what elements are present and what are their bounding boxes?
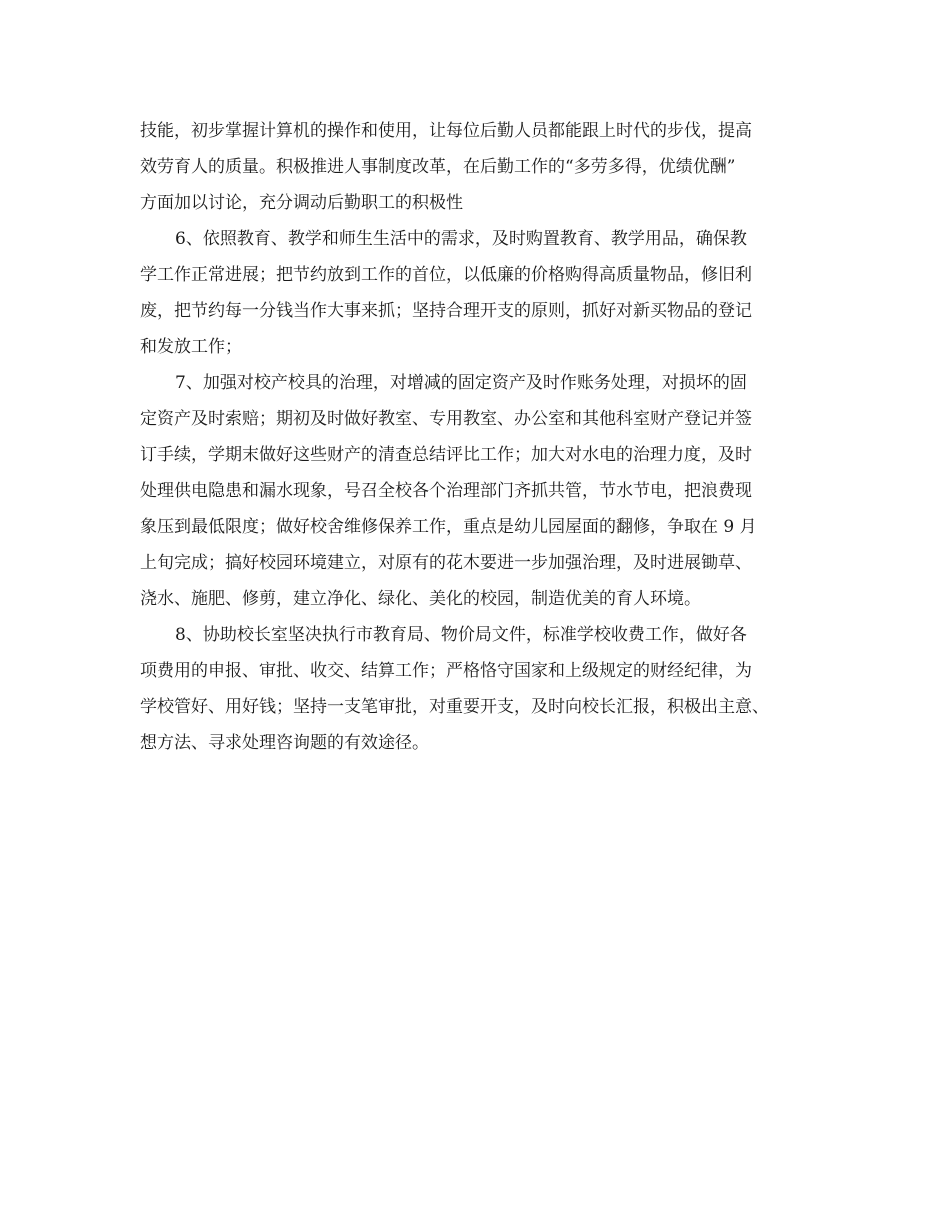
text-line: 效劳育人的质量。积极推进人事制度改革，在后勤工作的“多劳多得，优绩优酬” xyxy=(140,157,736,177)
document-body xyxy=(140,113,830,761)
text-line: 项费用的申报、审批、收交、结算工作；严格恪守国家和上级规定的财经纪律，为 xyxy=(140,661,752,681)
text-line: 废，把节约每一分钱当作大事来抓；坚持合理开支的原则，抓好对新买物品的登记 xyxy=(140,301,752,321)
paragraph-7-start: 7、加强对校产校具的治理，对增减的固定资产及时作账务处理，对损坏的固 xyxy=(175,373,747,393)
paragraph-6-start: 6、依照教育、教学和师生生活中的需求，及时购置教育、教学用品，确保教 xyxy=(175,229,747,249)
text-line: 象压到最低限度；做好校舍维修保养工作，重点是幼儿园屋面的翻修，争取在 9 月 xyxy=(140,517,757,537)
text-line: 方面加以讨论，充分调动后勤职工的积极性 xyxy=(140,193,463,213)
text-line: 想方法、寻求处理咨询题的有效途径。 xyxy=(140,733,429,753)
text-line: 学校管好、用好钱；坚持一支笔审批，对重要开支，及时向校长汇报，积极出主意、 xyxy=(140,697,769,717)
text-line: 上旬完成；搞好校园环境建立，对原有的花木要进一步加强治理，及时进展锄草、 xyxy=(140,553,752,573)
paragraph-8-start: 8、协助校长室坚决执行市教育局、物价局文件，标准学校收费工作，做好各 xyxy=(175,625,747,645)
text-line: 定资产及时索赔；期初及时做好教室、专用教室、办公室和其他科室财产登记并签 xyxy=(140,409,752,429)
text-line: 浇水、施肥、修剪，建立净化、绿化、美化的校园，制造优美的育人环境。 xyxy=(140,589,701,609)
text-line: 技能，初步掌握计算机的操作和使用，让每位后勤人员都能跟上时代的步伐，提高 xyxy=(140,121,752,141)
text-line: 和发放工作； xyxy=(140,337,242,357)
text-line: 订手续，学期末做好这些财产的清查总结评比工作；加大对水电的治理力度，及时 xyxy=(140,445,752,465)
text-line: 学工作正常进展；把节约放到工作的首位，以低廉的价格购得高质量物品，修旧利 xyxy=(140,265,752,285)
text-line: 处理供电隐患和漏水现象，号召全校各个治理部门齐抓共管，节水节电，把浪费现 xyxy=(140,481,752,501)
